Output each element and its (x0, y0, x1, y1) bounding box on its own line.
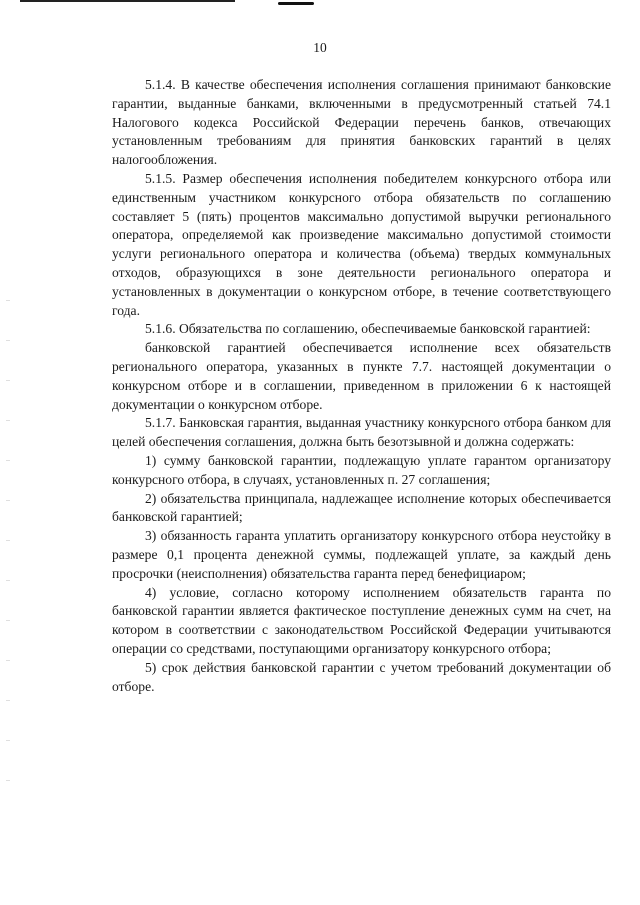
paragraph-5-1-4: 5.1.4. В качестве обеспечения исполнения соглашения принимают банковские гарантии, выданные банками, включенными в предусмотренный статьей 74.1 Налогового кодекса Российской Федерации перечень банков, отвечающих установленным требованиям для принятия банковских гарантий в целях налогообложения. (112, 77, 611, 168)
list-item-1: 1) сумму банковской гарантии, подлежащую уплате гарантом организатору конкурсного отбора, в случаях, установленных п. 27 соглашения; (112, 452, 611, 487)
paragraph-5-1-7: 5.1.7. Банковская гарантия, выданная участнику конкурсного отбора банком для целей обеспечения соглашения, должна быть безотзывной и должна содержать: (112, 415, 611, 450)
document-body (112, 76, 611, 696)
scan-mark (278, 2, 314, 5)
list-item-5: 5) срок действия банковской гарантии с учетом требований документации об отборе. (112, 659, 611, 694)
paragraph-guarantee-coverage: банковской гарантией обеспечивается исполнение всех обязательств регионального оператора, указанных в пункте 7.7. настоящей документации о конкурсном отборе и в соглашении, приведенном в приложении 6 к настоящей документации о конкурсном отборе. (112, 340, 611, 412)
list-item-3: 3) обязанность гаранта уплатить организатору конкурсного отбора неустойку в размере 0,1 процента денежной суммы, подлежащей уплате, за каждый день просрочки (неисполнения) обязательства гаранта перед бенефициаром; (112, 528, 611, 581)
header-rule (20, 0, 235, 2)
paragraph-5-1-5: 5.1.5. Размер обеспечения исполнения победителем конкурсного отбора или единственным участником конкурсного отбора обязательств по соглашению составляет 5 (пять) процентов максимально допустимой выручки регионального оператора, определяемой как произведение максимально допустимой стоимости услуги регионального оператора и количества (объема) твердых коммунальных отходов, образующихся в зоне деятельности регионального оператора и установленных в документации о конкурсном отборе, в течение соответствующего года. (112, 170, 611, 318)
scan-margin-marks (6, 300, 10, 820)
list-item-4: 4) условие, согласно которому исполнением обязательств гаранта по банковской гарантии является фактическое поступление денежных сумм на счет, на котором в соответствии с законодательством Российской Федерации учитываются операции со средствами, поступающими организатору конкурсного отбора; (112, 584, 611, 656)
paragraph-5-1-6: 5.1.6. Обязательства по соглашению, обеспечиваемые банковской гарантией: (145, 321, 591, 337)
page-number: 10 (313, 40, 327, 55)
list-item-2: 2) обязательства принципала, надлежащее исполнение которых обеспечивается банковской гарантией; (112, 490, 611, 525)
